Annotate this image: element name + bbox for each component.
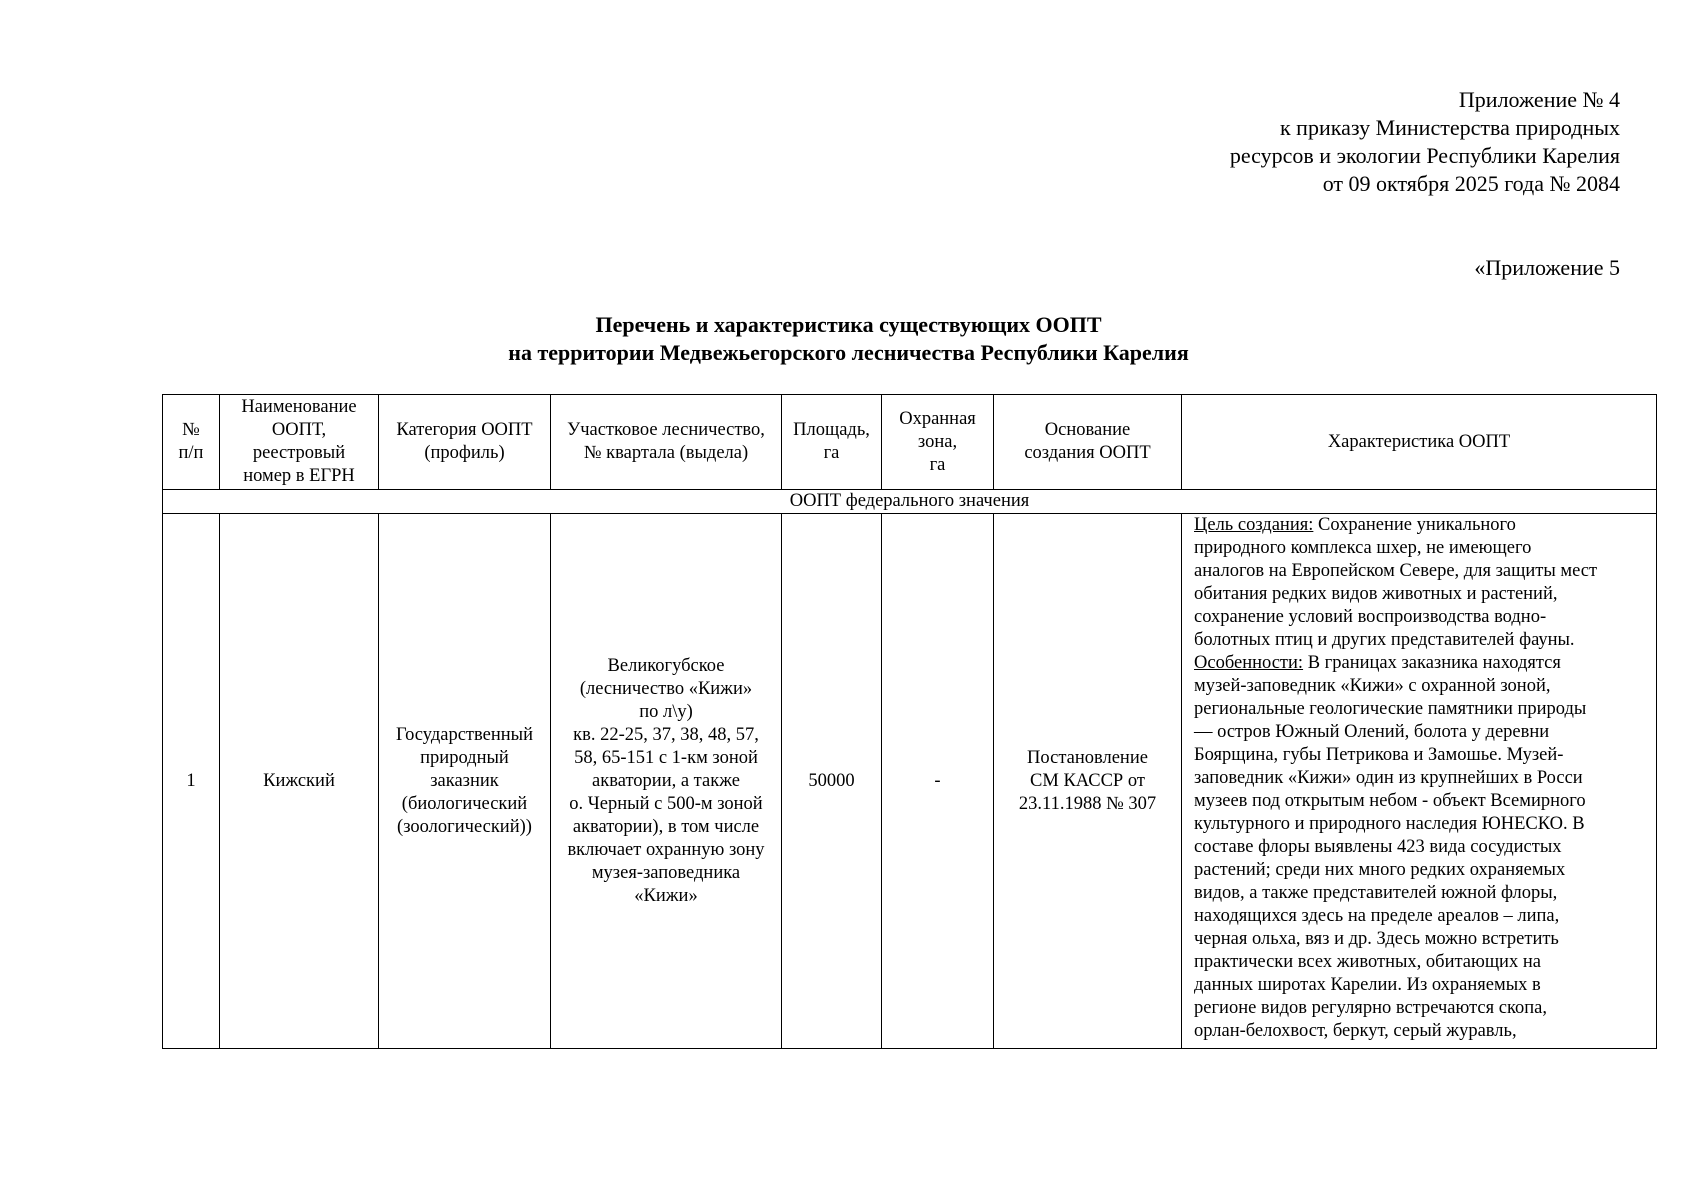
cell-num: 1 (163, 514, 220, 1049)
appendix-ministry-line: ресурсов и экологии Республики Карелия (1229, 143, 1620, 168)
goal-label: Цель создания: (1194, 515, 1314, 535)
header-name: Наименование ООПТ, реестровый номер в ЕГРН (220, 395, 379, 490)
cell-name: Кижский (220, 514, 379, 1049)
header-num: № п/п (163, 395, 220, 490)
goal-line: Цель создания: Сохранение уникального (1194, 515, 1516, 535)
cell-forestry: Великогубское (лесничество «Кижи» по л\у) кв. 22-25, 37, 38, 48, 57, 58, 65-151 с 1-км зоной акватории, а также о. Черный с 500-м зоной акватории), в том числе включает охранную зону музея-заповедника «Кижи» (551, 514, 782, 1049)
features-label: Особенности: (1194, 653, 1304, 673)
title-line-2: на территории Медвежьегорского лесничества Республики Карелия (508, 340, 1189, 365)
features-line: Особенности: В границах заказника находятся (1194, 653, 1561, 673)
appendix-header (1230, 86, 1620, 198)
title-line-1: Перечень и характеристика существующих ООПТ (595, 312, 1102, 337)
appendix-date-line: от 09 октября 2025 года № 2084 (1322, 171, 1620, 196)
quoted-appendix-label: «Приложение 5 (1474, 255, 1620, 280)
section-row (163, 490, 1657, 514)
appendix-order-line: к приказу Министерства природных (1279, 115, 1620, 140)
cell-category: Государственный природный заказник (биологический (зоологический)) (379, 514, 551, 1049)
table-header-row (163, 395, 1657, 490)
document-title (0, 311, 1697, 367)
cell-basis: Постановление СМ КАССР от 23.11.1988 № 307 (994, 514, 1182, 1049)
cell-area: 50000 (782, 514, 882, 1049)
appendix-number: Приложение № 4 (1458, 87, 1620, 112)
header-basis: Основание создания ООПТ (994, 395, 1182, 490)
header-forestry: Участковое лесничество, № квартала (выдела) (551, 395, 782, 490)
section-label: ООПТ федерального значения (163, 490, 1657, 514)
table-row (163, 514, 1657, 1049)
header-area: Площадь, га (782, 395, 882, 490)
header-description: Характеристика ООПТ (1182, 395, 1657, 490)
oopt-table (162, 394, 1657, 1049)
header-category: Категория ООПТ (профиль) (379, 395, 551, 490)
header-buffer-zone: Охранная зона, га (882, 395, 994, 490)
cell-buffer-zone: - (882, 514, 994, 1049)
cell-description: Цель создания: Сохранение уникального природного комплекса шхер, не имеющего аналогов на Европейском Севере, для защиты мест обитания редких видов животных и растений, сохранение условий воспроизводства водно- болотных птиц и других представителей фауны. Особенности: В границах заказника находятся музей-заповедник «Кижи» с охранной зоной, региональные геологические памятники природы — остров Южный Олений, болота у деревни Боярщина, губы Петрикова и Замошье. Музей- заповедник «Кижи» один из крупнейших в Росси музеев под открытым небом - объект Всемирного культурного и природного наследия ЮНЕСКО. В составе флоры выявлены 423 вида сосудистых растений; среди них много редких охраняемых видов, а также представителей южной флоры, находящихся здесь на пределе ареалов – липа, черная ольха, вяз и др. Здесь можно встретить практически всех животных, обитающих на данных широтах Карелии. Из охраняемых в регионе видов регулярно встречаются скопа, орлан-белохвост, беркут, серый журавль, (1182, 514, 1657, 1049)
